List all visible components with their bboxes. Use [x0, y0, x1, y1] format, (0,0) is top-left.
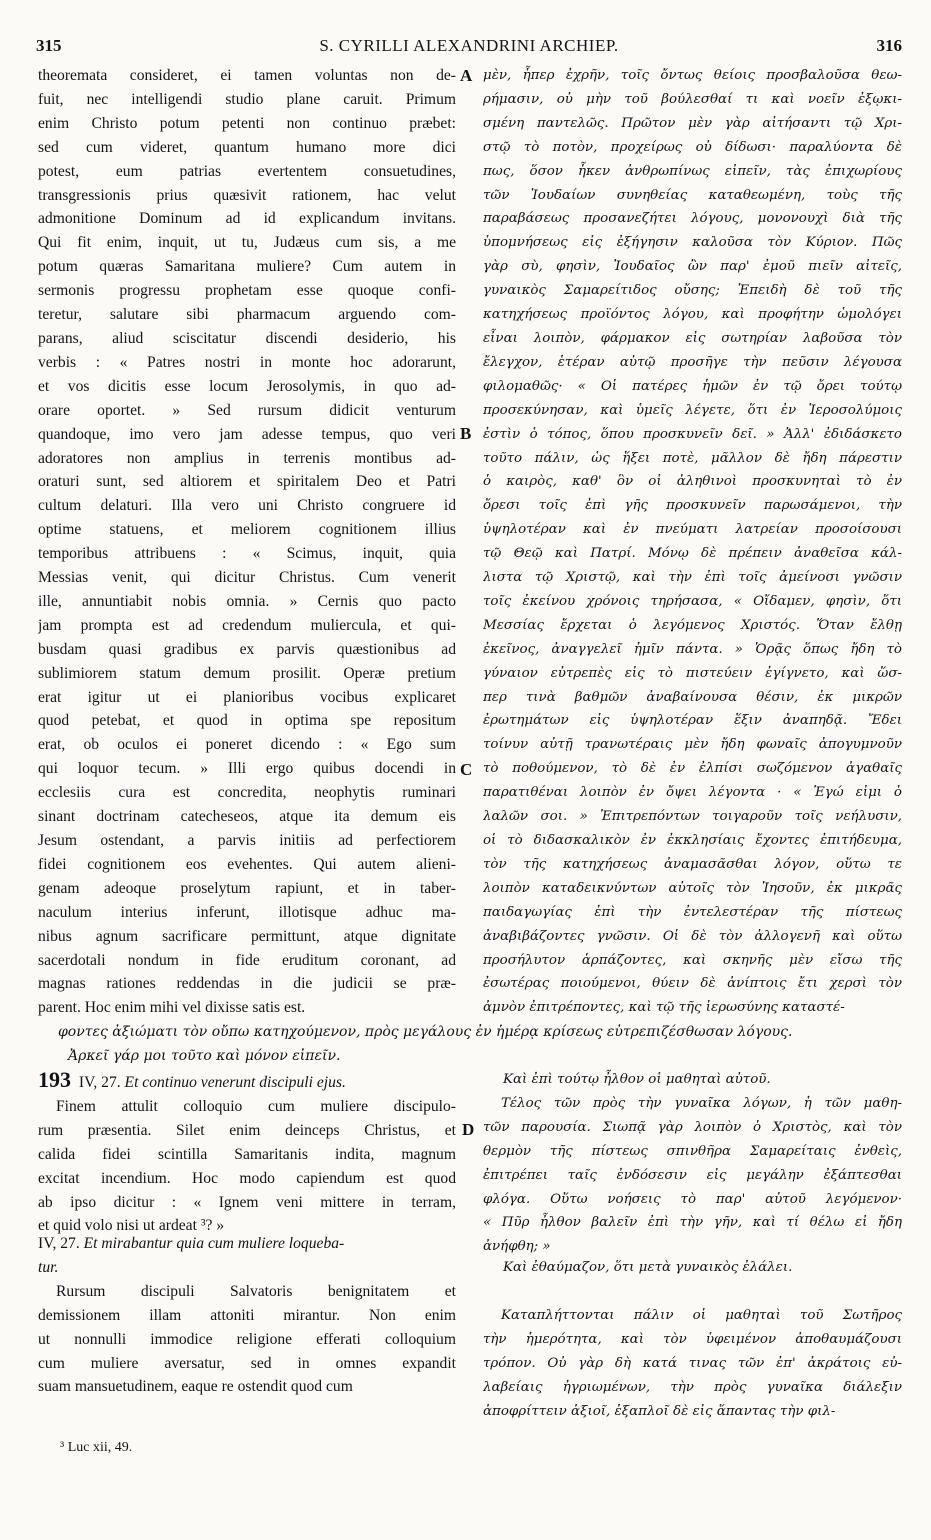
- text-line: φιλομαθῶς· « Οἱ πατέρες ἡμῶν ἐν τῷ ὄρει τούτῳ: [483, 378, 902, 394]
- text-line: παρατιθέναι λοιπὸν ἐν ὄψει λέγοντα · « Ἐγώ εἰμι ὁ: [483, 785, 902, 801]
- margin-mark-d: D: [462, 1120, 475, 1139]
- text-line: σμένη παντελῶς. Πρῶτον μὲν γὰρ αἰτήσαντι τῷ Χρι-: [483, 115, 902, 131]
- text-line: περ τινὰ βαθμῶν ἀναβαίνουσα θέσιν, ἐκ μικρῶν: [483, 689, 902, 705]
- text-line: γυναικὸς Σαμαρείτιδος οὔσης; Ἐπειδὴ δὲ τοῦ τῆς: [483, 283, 902, 299]
- text-line: τῷ Θεῷ καὶ Πατρί. Μόνῳ δὲ πρέπειν ἀναθεῖσα κάλ-: [483, 546, 902, 562]
- text-line: προσήλυτον ἁρπάζοντες, καὶ σκηνῆς μὲν εἴσω τῆς: [483, 952, 902, 968]
- text-line: γύναιον εὐτρεπὲς εἰς τὸ πιστεύειν ἐγίγνετο, καὶ ὥσ-: [483, 665, 902, 681]
- section-193-ref: IV, 27.: [78, 1074, 121, 1091]
- text-line: qui loquor tecum. » Illi ergo quibus docendi in: [38, 760, 456, 778]
- text-line: sed cum videret, quantum humano more dici: [38, 138, 456, 156]
- text-line: οἱ τὸ διδασκαλικὸν ἐν ἐκκλησίαις ἔχοντες ἐπιτήδευμα,: [483, 833, 902, 848]
- text-line: parent. Hoc enim mihi vel dixisse satis est.: [38, 999, 306, 1017]
- text-line: τὸ ποθούμενον, τὸ δὲ ἐν ἐλπίσι σωζόμενον ἀγαθαῖς: [483, 761, 902, 777]
- text-line: quandoque, imo vero jam adesse tempus, quo veri: [38, 425, 456, 443]
- running-title: S. CYRILLI ALEXANDRINI ARCHIEP.: [319, 36, 619, 55]
- page-header: [36, 36, 902, 60]
- text-line: ecclesiis cura est concredita, neophytis ruminari: [38, 784, 456, 802]
- text-line: et vos dicitis esse locum Jerosolymis, in quo ad-: [38, 377, 456, 395]
- text-line: ἀποφρίττειν ἀξιοῖ, ἐξαπλοῖ δὲ εἰς ἅπαντας τὴν φιλ-: [483, 1403, 836, 1419]
- text-line: μὲν, ἧπερ ἐχρῆν, τοῖς ὄντως θείοις προσβαλοῦσα θεω-: [483, 68, 902, 83]
- text-line: Messias venit, qui dicitur Christus. Cum venerit: [38, 569, 456, 587]
- text-line: cum muliere aversatur, sed in omnes expandit: [38, 1354, 456, 1372]
- text-line: jam prompta est ad credendum muliercula, et qui-: [38, 616, 456, 634]
- text-line: τοῦτο πάλιν, ὡς ἥξει ποτὲ, μᾶλλον δὲ ἤδη πάρεστιν: [483, 450, 902, 466]
- text-line: nibus agnum sacrificare permittunt, atque dignitate: [38, 927, 456, 945]
- text-line: naculum interius inferunt, illotisque adhuc ma-: [38, 903, 456, 921]
- text-line: fidei cognitionem eos evehentes. Qui autem alieni-: [38, 855, 456, 873]
- footnote: ³ Luc xii, 49.: [60, 1440, 133, 1455]
- text-line: ἐκεῖνος, ἀναγγελεῖ ἡμῖν πάντα. » Ὁρᾷς ὅπως ἤδη τὸ: [483, 641, 902, 657]
- section-number: 193: [38, 1068, 71, 1092]
- text-line: « Πῦρ ἦλθον βαλεῖν ἐπὶ τὴν γῆν, καὶ τί θέλω εἰ ἤδη: [483, 1215, 902, 1231]
- text-line: sublimiorem statum demum prosilit. Operæ pretium: [38, 664, 456, 682]
- text-line: parans, aliud sciscitatur discendi desiderio, his: [38, 329, 456, 347]
- text-line: et quid volo nisi ut ardeat ³? »: [38, 1217, 225, 1235]
- text-line: ἐπιτρέπει ταῖς ἐνδόσεσιν εἰς μεγάλην ἐξάπτεσθαι: [483, 1167, 902, 1183]
- margin-mark-b: B: [460, 424, 472, 443]
- text-line: demissionem illam attoniti mirantur. Non enim: [38, 1306, 456, 1324]
- text-line: ὑπομνήσεως εἰς ἐξήγησιν καλοῦσα τὸν Κύριον. Πῶς: [483, 235, 902, 251]
- text-line: potum quæras Samaritana muliere? Cum autem in: [38, 258, 456, 276]
- text-line: ὑψηλοτέραν καὶ ἐν πνεύματι λατρείαν προσοίσουσι: [483, 522, 902, 538]
- text-line: ἀνήφθη; »: [483, 1239, 551, 1255]
- text-line: τοίνυν αὐτῇ τρανωτέραις μὲν ἤδη φωναῖς ἀπογυμνοῦν: [483, 737, 902, 753]
- margin-mark-a: A: [460, 66, 473, 85]
- section-193-greek-heading: Καὶ ἐπὶ τούτῳ ἦλθον οἱ μαθηταὶ αὐτοῦ.: [503, 1072, 771, 1087]
- text-line: potest, eum patrias evertentem consuetudines,: [38, 162, 456, 180]
- section-2-heading: [38, 1232, 456, 1256]
- text-line: Finem attulit colloquio cum muliere discipulo-: [56, 1097, 456, 1115]
- text-line: ab ipso dicitur : « Ignem veni mittere in terram,: [38, 1193, 456, 1211]
- text-line: sinant doctrinam catecheseos, atque ita demum eis: [38, 808, 456, 826]
- text-line: τῶν παρουσία. Σιωπᾷ γὰρ λοιπὸν ὁ Χριστὸς, καὶ τὸν: [483, 1119, 902, 1135]
- text-line: Μεσσίας ἔρχεται ὁ λεγόμενος Χριστός. Ὅταν ἔλθῃ: [483, 617, 902, 633]
- text-line: ἐρωτημάτων εἰς ὑψηλοτέραν ἕξιν ἀναπηδᾷ. Ἔδει: [483, 713, 902, 729]
- text-line: ut nonnulli immodice religione efferati colloquium: [38, 1330, 456, 1348]
- text-line: teretur, salutare sibi pharmacum arguendo com-: [38, 306, 456, 324]
- text-line: κατηχήσεως προϊόντος λόγου, καὶ προφήτην ὡμολόγει: [483, 307, 902, 323]
- section-2-greek-heading: Καὶ ἐθαύμαζον, ὅτι μετὰ γυναικὸς ἐλάλει.: [503, 1260, 793, 1275]
- text-line: optime statuens, et meliorem cognitionem illius: [38, 521, 456, 539]
- text-line: temporibus attribuens : « Scimus, inquit, quia: [38, 545, 456, 563]
- text-line: rum præsentia. Silet enim deinceps Christus, et: [38, 1121, 456, 1139]
- text-line: Qui fit enim, inquit, ut tu, Judæus cum sis, a me: [38, 234, 456, 252]
- section-2-greek: [483, 1256, 902, 1423]
- text-line: Rursum discipuli Salvatoris benignitatem et: [56, 1282, 456, 1300]
- text-line: quod petebat, et quod in optima spe repositum: [38, 712, 456, 730]
- text-line: λαλῶν σοι. » Ἐπιτρεπόντων τοιγαροῦν τοῖς νεήλυσιν,: [483, 809, 902, 825]
- text-line: ἐστὶν ὁ τόπος, ὅπου προσκυνεῖν δεῖ. » Ἀλλ' ἐδιδάσκετο: [483, 426, 902, 442]
- text-line: sacerdotali nondum in fide eruditum coronant, ad: [38, 951, 456, 969]
- text-line: erat igitur ut ei planioribus vocibus explicaret: [38, 688, 456, 706]
- latin-column-upper: [38, 64, 456, 1020]
- text-line: sermonis progressu prophetam esse quoque confi-: [38, 282, 456, 300]
- text-line: θερμὸν τῆς πίστεως σπινθῆρα Σαμαρείταις ἐνθεὶς,: [483, 1143, 902, 1159]
- text-line: ὁ καιρὸς, καθ' ὃν οἱ ἀληθινοὶ προσκυνηταὶ τὸ ἐν: [483, 474, 902, 490]
- section-2-heading-cont: tur.: [38, 1258, 59, 1276]
- margin-mark-c: C: [460, 760, 473, 779]
- text-line: ὄρεσι τοῖς ἐπὶ γῆς προσκυνεῖν παρωσάμενοι, τὴν: [483, 498, 902, 514]
- text-line: Τέλος τῶν πρὸς τὴν γυναῖκα λόγων, ἡ τῶν μαθη-: [501, 1095, 902, 1111]
- text-line: transgressionis prius quæsivit rationem, hac velut: [38, 186, 456, 204]
- text-line: fuit, nec intelligendi studio plane caruit. Primum: [38, 90, 456, 108]
- text-line: ille, annuntiabit nobis omnia. » Cernis quo pacto: [38, 592, 456, 610]
- text-line: orare oportet. » Sed rursum didicit venturum: [38, 401, 456, 419]
- text-line: Καταπλήττονται πάλιν οἱ μαθηταὶ τοῦ Σωτῆρος: [501, 1307, 902, 1323]
- text-line: στῷ τὸ ποτὸν, προχείρως οὐ δίδωσι· παραλύοντα δὲ: [483, 139, 902, 155]
- text-line: theoremata consideret, ei tamen voluntas non de-: [38, 67, 456, 84]
- text-line: τὸν τῆς κατηχήσεως ἀναμασᾶσθαι λόγον, οὕτω τε: [483, 856, 902, 872]
- left-page-number: 315: [36, 36, 62, 55]
- text-line: adoratores non amplius in terrenis montibus ad-: [38, 449, 456, 467]
- text-line: busdam quasi gradibus ex parvis quæstionibus ad: [38, 640, 456, 658]
- text-line: erat, ob oculos ei poneret dicendo : « Ego sum: [38, 736, 456, 754]
- text-line: ἔλεγχον, ἑτέραν αὐτῷ προσῆγε τὴν πεῦσιν λέγουσα: [483, 354, 902, 370]
- text-line: ἀμνὸν ἐπιτρέποντες, καὶ τῷ τῆς ἱερωσύνης καταστέ-: [483, 1000, 845, 1016]
- text-line: παραβάσεως προσανεζήτει λόγους, μονονουχὶ διὰ τῆς: [483, 211, 902, 227]
- section-2-latin: [38, 1232, 456, 1399]
- greek-full-line: Ἀρκεῖ γάρ μοι τοῦτο καὶ μόνον εἰπεῖν.: [68, 1048, 341, 1064]
- text-line: magnas rationes reddendas in die judicii se præ-: [38, 975, 456, 993]
- text-line: προσεκύνησαν, καὶ ὑμεῖς λέγετε, ὅτι ἐν Ἱεροσολύμοις: [483, 402, 902, 418]
- text-line: φλόγα. Οὕτω νοήσεις τὸ παρ' αὐτοῦ λεγόμενον·: [483, 1191, 902, 1207]
- text-line: excitat incendium. Hoc modo capiendum est quod: [38, 1169, 456, 1187]
- text-line: λιστα τῷ Χριστῷ, καὶ τὴν ἐπὶ τοῖς ἀμείνοσι γνῶσιν: [483, 570, 902, 586]
- greek-full-width-block: [38, 1020, 904, 1068]
- text-line: enim Christo potum petenti non continuo præbet:: [38, 114, 456, 132]
- text-line: τῶν Ἰουδαίων συνηθείας καταθεωμένη, τοὺς τῆς: [483, 187, 902, 203]
- text-line: admonitione Dominum ad id explicandum invitans.: [38, 210, 456, 228]
- text-line: λοιπὸν καταδεικνύντων αὐτοῖς τὸν Ἰησοῦν, ἐκ μικρᾶς: [483, 880, 902, 896]
- greek-column-upper: [483, 64, 902, 1020]
- greek-full-line: φοντες ἀξιώματι τὸν οὔπω κατηχούμενον, πρὸς μεγάλους ἐν ἡμέρᾳ κρίσεως εὐτρεπιζέσθωσαν λόγους.: [58, 1024, 793, 1040]
- text-line: πως, ὅσον ἧκεν ἀνθρωπίνως εἰπεῖν, τὰς ἐπιχωρίους: [483, 163, 902, 179]
- text-line: ἀναβιβάζοντες γνῶσιν. Οἱ δὲ τὸν ἀλλογενῆ καὶ οὕτω: [483, 928, 902, 944]
- section-193-latin: [38, 1068, 456, 1238]
- text-line: λαβείαις ἠγριωμένων, τὴν πρὸς γυναῖκα διάλεξιν: [483, 1379, 902, 1395]
- text-line: suam mansuetudinem, eaque re ostendit quod cum: [38, 1378, 353, 1396]
- section-193-greek: [483, 1068, 902, 1259]
- section-193-title: Et continuo venerunt discipuli ejus.: [124, 1074, 346, 1091]
- text-line: Jesum ostendant, a parvis initiis ad perfectiorem: [38, 832, 456, 849]
- right-page-number: 316: [876, 36, 902, 55]
- section-2-ref: IV, 27.: [38, 1235, 80, 1252]
- text-line: παιδαγωγίας ἐπὶ τὴν ἐντελεστέραν τῆς πίστεως: [483, 904, 902, 920]
- text-line: ρήμασιν, οὐ μὴν τοῦ βούλεσθαί τι καὶ νοεῖν ἐξῳκι-: [483, 91, 902, 107]
- section-193-heading: [38, 1068, 456, 1095]
- text-line: genam adeoque proselytum rapiunt, et in taber-: [38, 879, 456, 897]
- text-line: τοῖς ἐκείνου χρόνοις τηρήσασα, « Οἴδαμεν, φησὶν, ὅτι: [483, 593, 902, 609]
- text-line: ἐσωτέρας ποιούμενοι, θύειν δὲ ἀνίπτοις ἔτι χερσὶ τὸν: [483, 976, 902, 992]
- text-line: εἶναι λοιπὸν, φάρμακον εἰς σωτηρίαν λαβοῦσα τὸν: [483, 330, 902, 346]
- text-line: calida fidei scintilla Samaritanis indita, magnum: [38, 1145, 456, 1163]
- text-line: γὰρ σὺ, φησὶν, Ἰουδαῖος ὢν παρ' ἐμοῦ πιεῖν αἰτεῖς,: [483, 259, 902, 275]
- text-line: oraturi sunt, sed altiorem et spiritalem Deo et Patri: [38, 473, 456, 491]
- text-line: cultum delaturi. Illa vero uni Christo congruere id: [38, 497, 456, 515]
- text-line: τὴν ἡμερότητα, καὶ τὸν ὑφειμένον ἀποθαυμάζουσι: [483, 1331, 902, 1347]
- text-line: τρόπον. Οὐ γὰρ δὴ κατά τινας τῶν ἐπ' ἀκράτοις εὐ-: [483, 1355, 902, 1371]
- section-2-title: Et mirabantur quia cum muliere loqueba-: [83, 1235, 345, 1252]
- text-line: verbis : « Patres nostri in monte hoc adorarunt,: [38, 353, 456, 371]
